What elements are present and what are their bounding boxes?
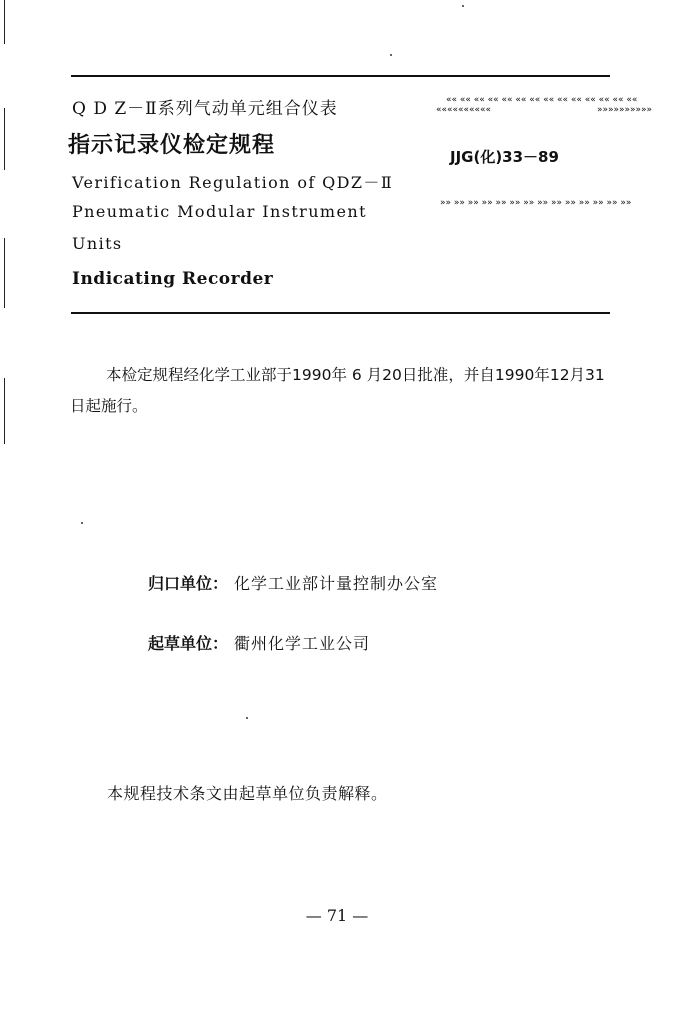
drafting-unit-label: 起草单位： (148, 634, 229, 653)
page-number: — 71 — (305, 906, 369, 925)
frame-border-right: »»»»»»»»»» (597, 105, 653, 115)
approval-paragraph (70, 360, 610, 422)
standard-code: JJG(化)33－89 (450, 148, 559, 166)
english-title-bold: Indicating Recorder (72, 269, 274, 289)
frame-border-bottom: »» »» »» »» »» »» »» »» »» »» »» »» »» »» (440, 198, 632, 208)
scan-artifact (4, 0, 5, 44)
drafting-unit-value: 衢州化学工业公司 (234, 634, 371, 653)
english-title-line-3: Units (72, 234, 123, 253)
header-top-rule (71, 75, 610, 77)
frame-border-top: «« «« «« «« «« «« «« «« «« «« «« «« «« «« (446, 95, 638, 105)
scan-speck (462, 5, 464, 7)
frame-border-left: «««««««««« (436, 105, 492, 115)
header-bottom-rule (71, 312, 610, 314)
drafting-unit-row (148, 631, 370, 654)
scan-speck (81, 522, 83, 524)
responsible-unit-label: 归口单位： (148, 574, 229, 593)
page-title: 指示记录仪检定规程 (68, 133, 276, 158)
series-title: Q D Z－Ⅱ系列气动单元组合仪表 (72, 99, 338, 119)
interpretation-note: 本规程技术条文由起草单位负责解释。 (107, 784, 388, 803)
approval-text: 本检定规程经化学工业部于1990年 6 月20日批准，并自1990年12月31日起施行。 (70, 366, 605, 415)
scan-artifact (4, 108, 5, 170)
english-title-line-1: Verification Regulation of QDZ－Ⅱ (72, 173, 394, 192)
responsible-unit-row (148, 571, 438, 594)
standard-code-frame (436, 95, 653, 208)
scan-artifact (4, 378, 5, 444)
scan-artifact (4, 238, 5, 308)
scan-speck (390, 54, 392, 56)
responsible-unit-value: 化学工业部计量控制办公室 (234, 574, 439, 593)
scan-speck (246, 717, 248, 719)
english-title-line-2: Pneumatic Modular Instrument (72, 202, 367, 221)
